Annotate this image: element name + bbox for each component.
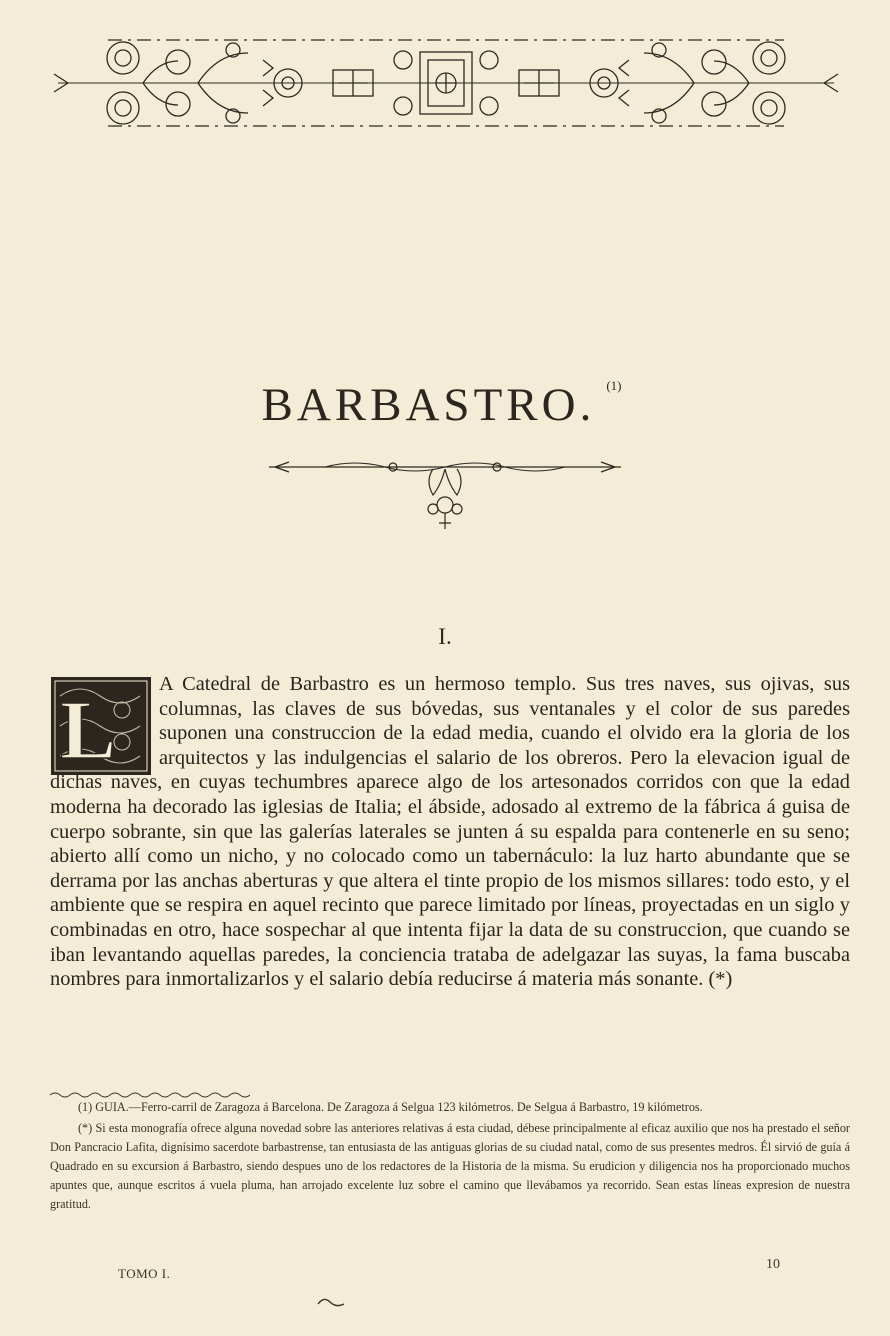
header-ornament-icon [48, 30, 844, 136]
printer-mark-icon [316, 1296, 346, 1310]
body-text [50, 672, 850, 992]
drop-cap-spacer [50, 672, 159, 770]
title-footnote-marker: (1) [606, 378, 622, 393]
title-divider-ornament-icon [265, 455, 625, 535]
signature-mark: 10 [766, 1257, 780, 1272]
title-text: BARBASTRO. [261, 379, 596, 431]
body-paragraph: A Catedral de Barbastro es un hermoso templo. Sus tres naves, sus ojivas, sus columnas, las claves de sus bóvedas, sus ventanales y el color de sus paredes suponen una construccion de la edad media, cuando el olvido era la gloria de los arquitectos y las indulgencias el salario de los obreros. Pero la elevacion igual de dichas naves, en cuyas techumbres aparece algo de los artesonados corridos con que la edad moderna ha decorado las iglesias de Italia; el ábside, adosado al extremo de la fábrica á guisa de cuerpo sobrante, sin que las galerías laterales se junten á su espalda para contenerle en su seno; abierto allí como un nicho, y no colocado como un tabernáculo: la luz harto abundante que se derrama por las anchas aberturas y que altera el tinte propio de los mismos sillares: todo esto, y el ambiente que se respira en aquel recinto que parece limitado por líneas, proyectadas en un siglo y combinadas en otro, hace sospechar al que intenta fijar la data de su construccion, que cuando se iban levantando aquellas paredes, la conciencia trataba de adelgazar las suyas, la fama buscaba nombres para inmortalizarlos y el salario debía reducirse á materia más sonante. (*) [50, 673, 850, 991]
footnote-2: (*) Si esta monografía ofrece alguna novedad sobre las anteriores relativas á esta ciudad, débese principalmente al eficaz auxilio que nos ha prestado el señor Don Pancracio Lafita, dignísimo sacerdote barbastrense, tan entusiasta de las antiguas glorias de su ciudad natal, como de sus presentes medros. Él sirvió de guía á Quadrado en su excursion á Barbastro, siendo despues uno de los redactores de la Historia de la misma. Su erudicion y diligencia nos ha proporcionado muchos apuntes que, aunque escritos á vuela pluma, han arrojado excelente luz sobre el camino que llevábamos ya recorrido. Sean estas líneas expresion de nuestra gratitud. [50, 1121, 850, 1211]
footnotes [50, 1098, 850, 1214]
section-number: I. [438, 624, 452, 649]
drop-cap-letter: L [59, 684, 117, 776]
volume-label: TOMO I. [118, 1266, 171, 1281]
page-title [0, 378, 890, 432]
footnote-1: (1) GUIA.—Ferro-carril de Zaragoza á Barcelona. De Zaragoza á Selgua 123 kilómetros. De Selgua á Barbastro, 19 kilómetros. [78, 1100, 703, 1114]
